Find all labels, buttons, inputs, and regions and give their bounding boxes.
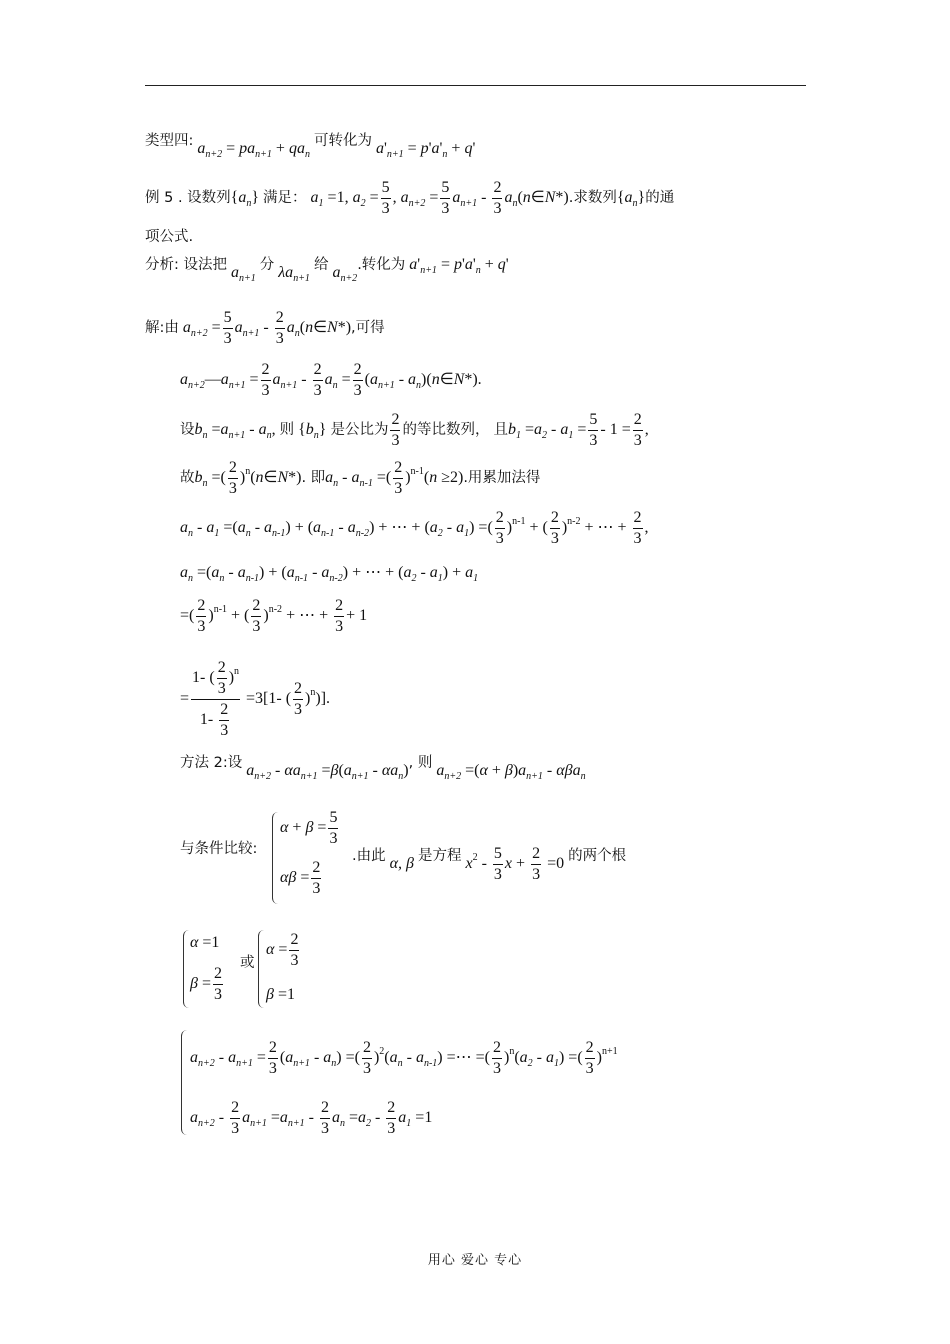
method-2-line: 方法 2:设 $a_{n+2} - \alpha a_{n+1} =\beta(a_{n+1} - \alpha a_n)$, 则 $a_{n+2} =(\alpha + \beta)a_{n+1} - \alpha\beta a_n$ (180, 755, 586, 782)
brace-4 (181, 1030, 189, 1135)
system-1-row-2: αβ = $\frac{2}{3}$ (280, 859, 321, 897)
eq-b-formula: 故$b_n$ =( $\frac{2}{3}$ )$^n$(n∈N*). 即$a_n - a_{n-1}$ =( $\frac{2}{3}$ )$^{n-1}$(n ≥2).用累加法得 (180, 459, 541, 497)
roots-a-2: β = $\frac{2}{3}$ (190, 965, 222, 1003)
type-four-line: 类型四: $a_{n+2} = pa_{n+1} + qa_n$ 可转化为 $a'_{n+1} = p'a'_n + q'$ (145, 133, 476, 160)
example-line-2: 项公式. (145, 229, 194, 245)
eq-difference: $a_{n+2}—a_{n+1}$ = $\frac{2}{3}$ $a_{n+1}$ - $\frac{2}{3}$ $a_n$ = $\frac{2}{3}$ ($a_{n+1}$ - $a_n)(n\in N*)$. (180, 361, 482, 399)
method-2-label: 方法 2:设 (180, 755, 243, 771)
example-satisfy: 满足： (263, 190, 307, 207)
solution-line: 解:由 $a_{n+2}$ = $\frac{5}{3}$ $a_{n+1}$ - $\frac{2}{3}$ $a_n(n\in N*)$,可得 (145, 309, 385, 347)
eq-set-b: 设$b_n =a_{n+1} - a_n$, 则 $\{b_n\}$ 是公比为 $\frac{2}{3}$ 的等比数列， 且$b_1 =a_2 - a_1$ = $\frac{5}{3}$ - 1 = $\frac{2}{3}$ , (180, 411, 649, 449)
roots-b-1: α = $\frac{2}{3}$ (266, 931, 299, 969)
compare-label: 与条件比较: (180, 841, 258, 857)
solution-label: 解:由 (145, 320, 179, 337)
header-rule (145, 85, 806, 86)
convert-text: 可转化为 (313, 133, 372, 149)
analysis-line: 分析: 设法把 $a_{n+1}$ 分 $\lambda a_{n+1}$ 给 $a_{n+2}$.转化为 $a'_{n+1} = p'a'_n + q'$ (145, 256, 509, 284)
example-tail: 的通 (645, 190, 675, 207)
or-text: 或 (240, 955, 255, 971)
eq-sum-2: $a_n =(a_n - a_{n-1}) + (a_{n-1} - a_{n-2})$ + ⋯ + $(a_2 - a_1) + a_1$ (180, 564, 479, 584)
final-row-2: $a_{n+2}$ - $\frac{2}{3}$ $a_{n+1} =a_{n+1}$ - $\frac{2}{3}$ $a_n =a_2$ - $\frac{2}{3}$ $a_1 =1$ (190, 1099, 433, 1137)
eq-sum-result: = 1- ( $\frac{2}{3}$ )$^n$ 1- $\frac{2}{3}$ =3[1- ( $\frac{2}{3}$ )$^n$)]. (180, 659, 331, 739)
final-row-1: $a_{n+2} - a_{n+1}$ = $\frac{2}{3}$ $(a_{n+1} - a_n)$ =( $\frac{2}{3}$ )$^2(a_n - a_{n-1})$ =⋯ =( $\frac{2}{3}$ )$^n(a_2 - a_1)$ =( $\frac{2}{3}$ )$^{n+1}$ (190, 1039, 618, 1077)
roots-a-1: α =1 (190, 934, 220, 951)
example-label: 例 5 . 设数列 (145, 190, 231, 207)
eq-sum-3: =( $\frac{2}{3}$ )$^{n-1}$ + ( $\frac{2}{3}$ )$^{n-2}$ + ⋯ + $\frac{2}{3}$ + 1 (180, 597, 368, 635)
example-question: .求数列 (568, 190, 617, 207)
eq-sum-1: $a_n - a_1 =(a_n - a_{n-1}) + (a_{n-1} - a_{n-2})$ + ⋯ + $(a_2 - a_1)$ =( $\frac{2}{3}$ )$^{n-1}$ + ( $\frac{2}{3}$ )$^{n-2}$ + ⋯ + $\frac{2}{3}$ , (180, 509, 649, 547)
page-footer: 用心 爱心 专心 (427, 1253, 523, 1268)
example-5-line: 例 5 . 设数列$\{a_n\}$ 满足： $a_1 =1$, $a_2$ = $\frac{5}{3}$ , $a_{n+2}$ = $\frac{5}{3}$ $a_{n+1}$ - $\frac{2}{3}$ $a_n(n\in N*)$.求数列$\{a_n\}$的通 (145, 179, 675, 217)
system-1-row-1: α + β = $\frac{5}{3}$ (280, 809, 338, 847)
root-statement: .由此 α, β 是方程 $x^2$ - $\frac{5}{3}$ x + $\frac{2}{3}$ =0 的两个根 (352, 845, 627, 883)
roots-b-2: β =1 (266, 986, 295, 1003)
brace-3 (258, 930, 266, 1008)
analysis-label: 分析: 设法把 (145, 257, 227, 273)
type-label: 类型四: (145, 133, 194, 149)
